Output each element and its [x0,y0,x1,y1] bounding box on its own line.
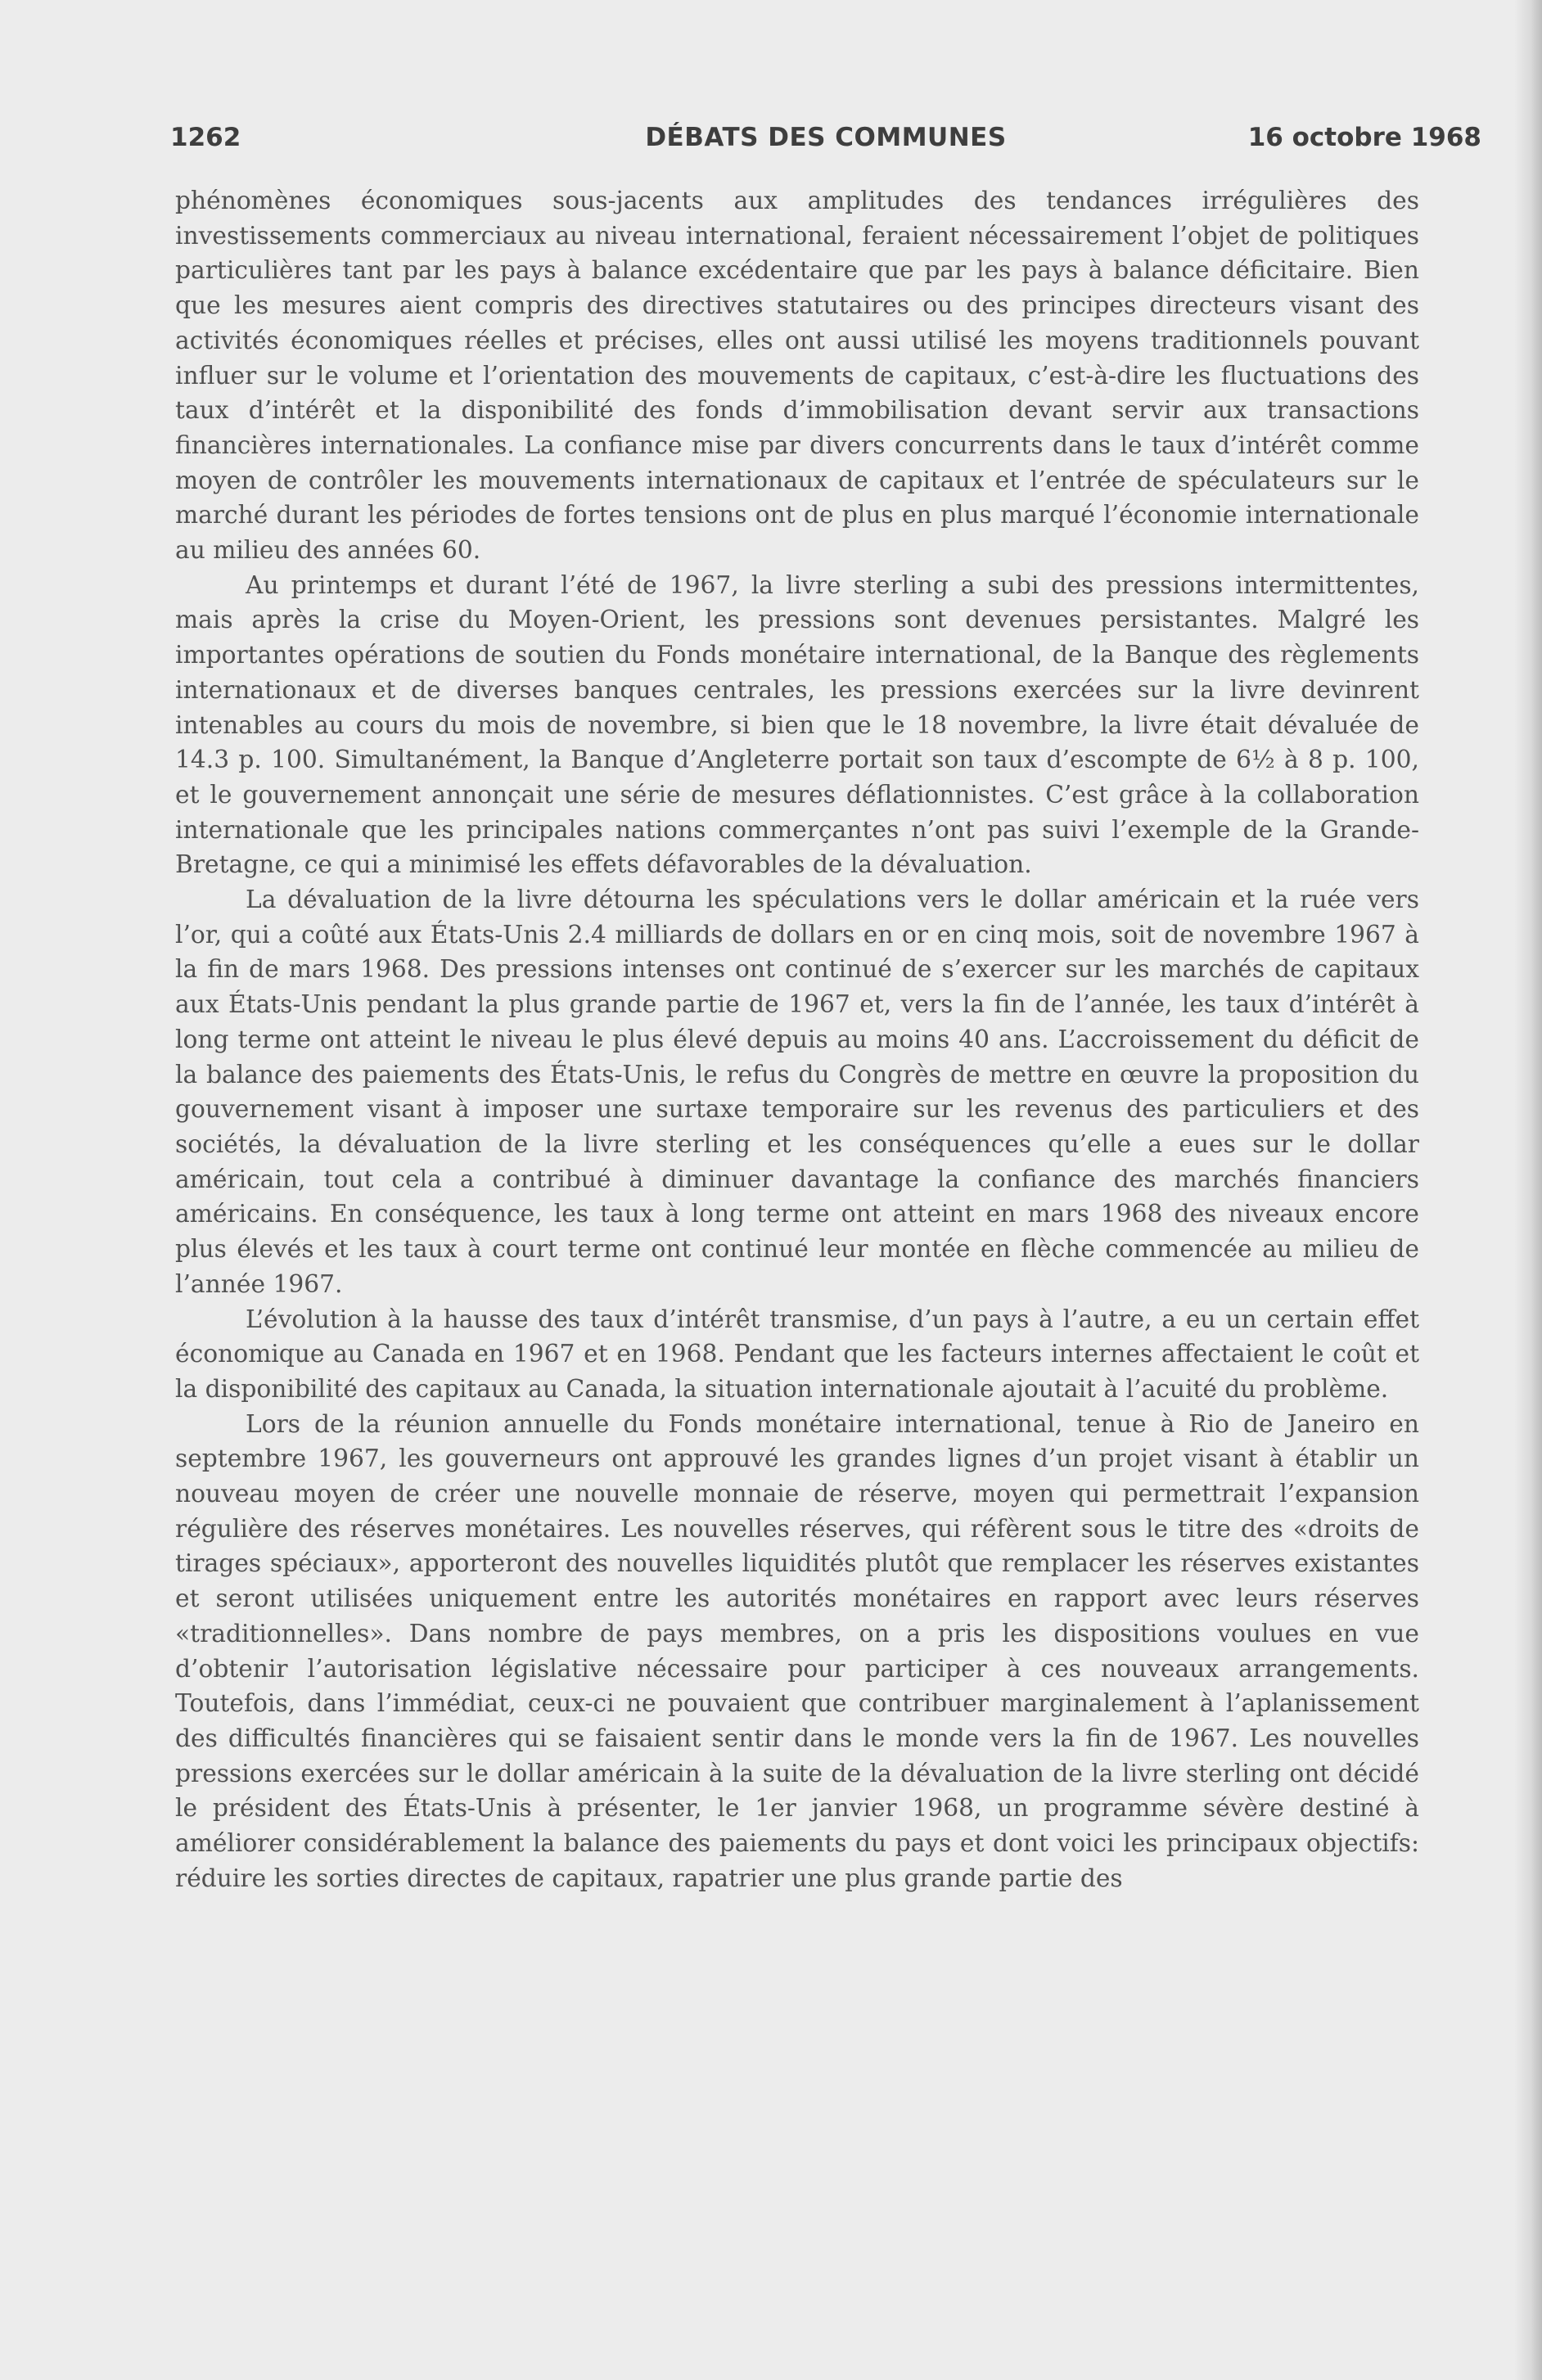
page-number: 1262 [170,123,241,152]
page-edge-shadow [1514,0,1542,2380]
paragraph-5: Lors de la réunion annuelle du Fonds monétaire international, tenue à Rio de Janeiro en septembre 1967, les gouverneurs ont approuvé les grandes lignes d’un projet visant à établir un nouveau moyen de créer une nouvelle monnaie de réserve, moyen qui permettrait l’expansion régulière des réserves monétaires. Les nouvelles réserves, qui réfèrent sous le titre des «droits de tirages spéciaux», apporteront des nouvelles liquidités plutôt que remplacer les réserves existantes et seront utilisées uniquement entre les autorités monétaires en rapport avec leurs réserves «traditionnelles». Dans nombre de pays membres, on a pris les dispositions voulues en vue d’obtenir l’autorisation législative nécessaire pour participer à ces nouveaux arrangements. Toutefois, dans l’immédiat, ceux-ci ne pouvaient que contribuer marginalement à l’aplanissement des difficultés financières qui se faisaient sentir dans le monde vers la fin de 1967. Les nouvelles pressions exercées sur le dollar américain à la suite de la dévaluation de la livre sterling ont décidé le président des États-Unis à présenter, le 1er janvier 1968, un programme sévère destiné à améliorer considérablement la balance des paiements du pays et dont voici les principaux objectifs: réduire les sorties directes de capitaux, rapatrier une plus grande partie des [175,1409,1419,1893]
paragraph-2: Au printemps et durant l’été de 1967, la livre sterling a subi des pressions intermittentes, mais après la crise du Moyen-Orient, les pressions sont devenues persistantes. Malgré les importantes opérations de soutien du Fonds monétaire international, de la Banque des règlements internationaux et de diverses banques centrales, les pressions exercées sur la livre devinrent intenables au cours du mois de novembre, si bien que le 18 novembre, la livre était dévaluée de 14.3 p. 100. Simultanément, la Banque d’Angleterre portait son taux d’escompte de 6½ à 8 p. 100, et le gouvernement annonçait une série de mesures déflationnistes. C’est grâce à la collaboration internationale que les principales nations commerçantes n’ont pas suivi l’exemple de la Grande-Bretagne, ce qui a minimisé les effets défavorables de la dévaluation. [175,570,1419,880]
journal-title: DÉBATS DES COMMUNES [645,123,1007,152]
paragraph-1: phénomènes économiques sous-jacents aux amplitudes des tendances irrégulières des investissements commerciaux au niveau international, feraient nécessairement l’objet de politiques particulières tant par les pays à balance excédentaire que par les pays à balance déficitaire. Bien que les mesures aient compris des directives statutaires ou des principes directeurs visant des activités économiques réelles et précises, elles ont aussi utilisé les moyens traditionnels pouvant influer sur le volume et l’orientation des mouvements de capitaux, c’est-à-dire les fluctuations des taux d’intérêt et la disponibilité des fonds d’immobilisation devant servir aux transactions financières internationales. La confiance mise par divers concurrents dans le taux d’intérêt comme moyen de contrôler les mouvements internationaux de capitaux et l’entrée de spéculateurs sur le marché durant les périodes de fortes tensions ont de plus en plus marqué l’économie internationale au milieu des années 60. [175,187,1419,566]
paragraph-4: L’évolution à la hausse des taux d’intérêt transmise, d’un pays à l’autre, a eu un certain effet économique au Canada en 1967 et en 1968. Pendant que les facteurs internes affectaient le coût et la disponibilité des capitaux au Canada, la situation internationale ajoutait à l’acuité du problème. [175,1305,1419,1404]
issue-date: 16 octobre 1968 [1247,123,1481,152]
running-header [170,123,1481,164]
article-body [175,184,1419,1896]
paragraph-3: La dévaluation de la livre détourna les spéculations vers le dollar américain et la ruée vers l’or, qui a coûté aux États-Unis 2.4 milliards de dollars en or en cinq mois, soit de novembre 1967 à la fin de mars 1968. Des pressions intenses ont continué de s’exercer sur les marchés de capitaux aux États-Unis pendant la plus grande partie de 1967 et, vers la fin de l’année, les taux d’intérêt à long terme ont atteint le niveau le plus élevé depuis au moins 40 ans. L’accroissement du déficit de la balance des paiements des États-Unis, le refus du Congrès de mettre en œuvre la proposition du gouvernement visant à imposer une surtaxe temporaire sur les revenus des particuliers et des sociétés, la dévaluation de la livre sterling et les conséquences qu’elle a eues sur le dollar américain, tout cela a contribué à diminuer davantage la confiance des marchés financiers américains. En conséquence, les taux à long terme ont atteint en mars 1968 des niveaux encore plus élevés et les taux à court terme ont continué leur montée en flèche commencée au milieu de l’année 1967. [175,886,1419,1299]
